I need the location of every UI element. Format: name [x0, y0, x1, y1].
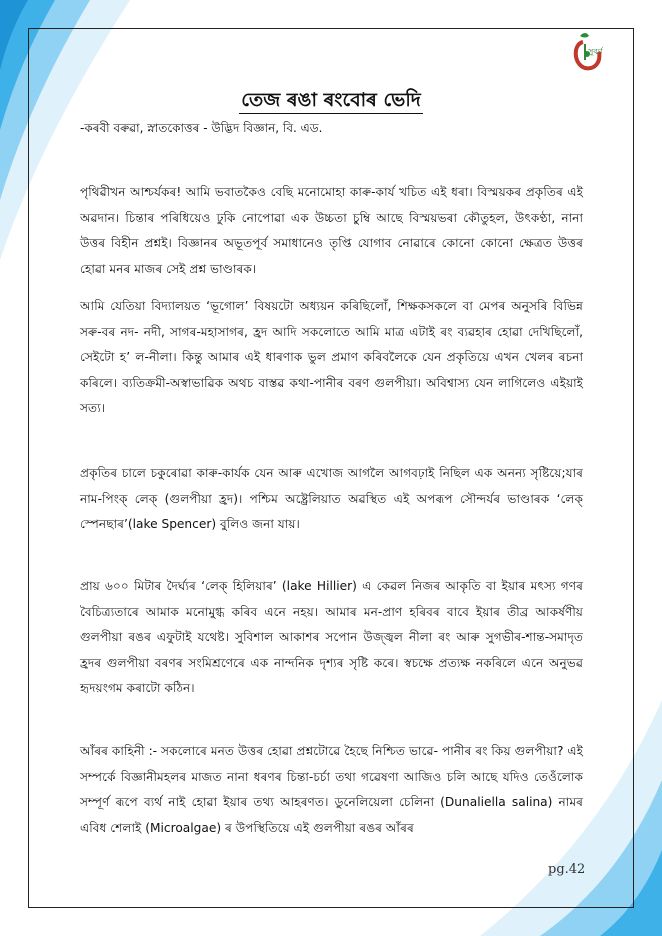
- paragraph-5: আঁৰৰ কাহিনী :- সকলোৰে মনত উত্তৰ হোৱা প্ৰশ্নটোৱে হৈছে নিশ্চিত ভাৱে- পানীৰ ৰং কিয় গুলপীয়া? এই সম্পৰ্কে বিজ্ঞানীমহলৰ মাজত নানা ধৰণৰ চিন্তা-চৰ্চা তথা গৱেষণা আজিও চলি আছে যদিও তেওঁলোক সম্পূৰ্ণ ৰূপে ব্যৰ্থ নাই হোৱা ইয়াৰ তথ্য আহৰণত। ডুনেলিয়েলা চেলিনা (Dunaliella salina) নামৰ এবিধ শেলাই (Microalgae) ৰ উপস্থিতিয়ে এই গুলপীয়া ৰঙৰ আঁৰৰ: [80, 744, 583, 835]
- logo-text: সুবৰ্ণ: [588, 47, 603, 56]
- article-title: তেজ ৰঙা ৰংবোৰ ভেদি: [0, 86, 662, 118]
- paragraph-1: পৃথিৱীখন আশ্চৰ্যকৰ! আমি ভবাতকৈও বেছি মনোমোহা কাৰু-কাৰ্য খচিত এই ধৰা। বিস্ময়কৰ প্ৰকৃতিৰ এই অৱদান। চিন্তাৰ পৰিধিয়েও ঢুকি নোপোৱা এক উচ্চতা চুম্বি আছে বিস্ময়ভৰা কৌতুহল, উৎকণ্ঠা, নানা উত্তৰ বিহীন প্ৰশ্নই। বিজ্ঞানৰ অভূতপূৰ্ব সমাধানেও তৃপ্তি যোগাব নোৱাৰে কোনো কোনো ক্ষেত্ৰত উত্তৰ হোৱা মনৰ মাজৰ সেই প্ৰশ্ন ভাণ্ডাৰক।: [80, 185, 583, 276]
- paragraph-3: প্ৰকৃতিৰ চালে চকুৰোৱা কাৰু-কাৰ্যক যেন আৰু এখোজ আগলৈ আগবঢ়াই নিছিল এক অনন্য সৃষ্টিয়ে;যাৰ নাম-পিংক্ লেক্ (গুলপীয়া হ্ৰদ)। পশ্চিম অষ্ট্ৰেলিয়াত অৱস্থিত এই অপৰূপ সৌন্দৰ্যৰ ভাণ্ডাৰক ‘লেক্ স্পেনছাৰ’(lake Spencer) বুলিও জনা যায়।: [80, 466, 583, 531]
- paragraph-4: প্ৰায় ৬০০ মিটাৰ দৈৰ্ঘ্যৰ ‘লেক্ হিলিয়াৰ’ (lake Hillier) এ কেৱল নিজৰ আকৃতি বা ইয়াৰ মৎস্য গণৰ বৈচিত্ৰ্যতাৰে আমাক মনোমুগ্ধ কৰিব এনে নহয়। আমাৰ মন-প্ৰাণ হৰিবৰ বাবে ইয়াৰ তীব্ৰ আকৰ্ষণীয় গুলপীয়া ৰঙৰ এফুটাই যথেষ্ট। সুবিশাল আকাশৰ সপোন উজ্জ্বল নীলা ৰং আৰু সুগভীৰ-শান্ত-সমাদৃত হ্ৰদৰ গুলপীয়া বৰণৰ সংমিশ্ৰণেৰে এক নান্দনিক দৃশ্যৰ সৃষ্টি কৰে। স্বচক্ষে প্ৰত্যক্ষ নকৰিলে এনে অনুভৱ হৃদয়ংগম কৰাটো কঠিন।: [80, 579, 583, 695]
- page-number: pg.42: [548, 862, 586, 877]
- paragraph-2: আমি যেতিয়া বিদ্যালয়ত ‘ভূগোল’ বিষয়টো অধ্যয়ন কৰিছিলোঁ, শিক্ষকসকলে বা মেপৰ অনুসৰি বিভিন্ন সৰু-বৰ নদ- নদী, সাগৰ-মহাসাগৰ, হ্ৰদ আদি সকলোতে আমি মাত্ৰ এটাই ৰং ব্যৱহাৰ হোৱা দেখিছিলোঁ, সেইটো হ’ ল-নীলা। কিন্তু আমাৰ এই ধাৰণাক ভুল প্ৰমাণ কৰিবলৈকে যেন প্ৰকৃতিয়ে এখন খেলৰ ৰচনা কৰিলে। ব্যতিক্ৰমী-অস্বাভাৱিক অথচ বাস্তৱ কথা-পানীৰ বৰণ গুলপীয়া। অবিশ্বাস্য যেন লাগিলেও এইয়াই সত্য।: [80, 299, 583, 415]
- author-line: -কৰবী বৰুৱা, স্নাতকোত্তৰ - উদ্ভিদ বিজ্ঞান, বি. এড.: [80, 121, 323, 135]
